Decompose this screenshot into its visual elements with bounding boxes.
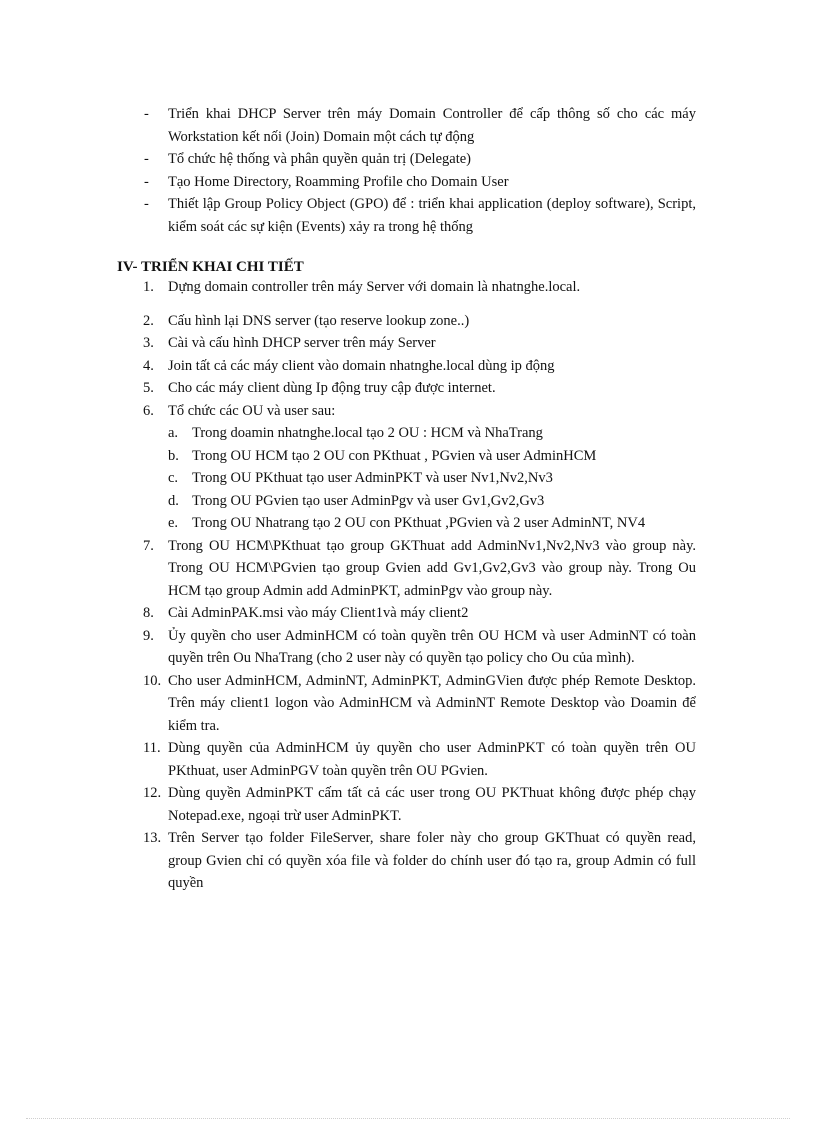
- bullet-text: Triển khai DHCP Server trên máy Domain Controller để cấp thông số cho các máy Workstation kết nối (Join) Domain một cách tự động: [168, 106, 696, 145]
- step-number: 8.: [143, 605, 154, 621]
- step-text: Dùng quyền của AdminHCM ủy quyền cho user AdminPKT có toàn quyền trên OU PKthuat, user AdminPGV toàn quyền trên OU PGvien.: [168, 740, 696, 779]
- step-item: [143, 602, 696, 625]
- feature-bullet-list: [144, 103, 696, 238]
- step-item: [143, 355, 696, 378]
- step-item: [143, 625, 696, 670]
- page-bottom-border: [26, 1118, 790, 1119]
- substep-item: [168, 467, 696, 490]
- step-item: [143, 535, 696, 603]
- bullet-dash: -: [144, 106, 149, 122]
- step-item: [143, 400, 696, 535]
- substep-item: [168, 422, 696, 445]
- bullet-text: Thiết lập Group Policy Object (GPO) để : triển khai application (deploy software), Script, kiểm soát các sự kiện (Events) xảy ra trong hệ thống: [168, 196, 696, 235]
- steps-list: [143, 276, 696, 895]
- step-number: 12.: [143, 785, 162, 801]
- step-item: [143, 377, 696, 400]
- step-number: 6.: [143, 402, 154, 419]
- step-text: Tổ chức các OU và user sau:: [168, 402, 336, 419]
- step-number: 4.: [143, 357, 154, 374]
- step-number: 7.: [143, 537, 154, 554]
- substep-text: Trong OU HCM tạo 2 OU con PKthuat , PGvien và user AdminHCM: [192, 447, 597, 464]
- substep-text: Trong OU Nhatrang tạo 2 OU con PKthuat ,PGvien và 2 user AdminNT, NV4: [192, 515, 646, 531]
- step-text: Dựng domain controller trên máy Server với domain là nhatnghe.local.: [168, 279, 581, 295]
- substep-item: [168, 512, 696, 535]
- step-number: 1.: [143, 279, 154, 295]
- substep-text: Trong doamin nhatnghe.local tạo 2 OU : HCM và NhaTrang: [192, 425, 543, 441]
- step-text: Cho user AdminHCM, AdminNT, AdminPKT, AdminGVien được phép Remote Desktop. Trên máy client1 logon vào AdminHCM và AdminNT Remote Desktop vào Doamin để kiểm tra.: [168, 672, 696, 734]
- bullet-dash: -: [144, 151, 149, 167]
- bullet-text: Tổ chức hệ thống và phân quyền quản trị (Delegate): [168, 151, 471, 167]
- substep-list: [168, 422, 696, 535]
- bullet-item: [144, 148, 696, 171]
- section-heading: IV- TRIỂN KHAI CHI TIẾT: [117, 259, 304, 275]
- step-text: Join tất cả các máy client vào domain nhatnghe.local dùng ip động: [168, 357, 555, 374]
- substep-letter: b.: [168, 447, 179, 464]
- bullet-item: [144, 193, 696, 238]
- step-number: 9.: [143, 627, 154, 644]
- step-item: [143, 310, 696, 333]
- substep-item: [168, 490, 696, 513]
- bullet-item: [144, 103, 696, 148]
- substep-item: [168, 445, 696, 468]
- step-number: 11.: [143, 740, 161, 756]
- step-text: Cho các máy client dùng Ip động truy cập được internet.: [168, 380, 496, 396]
- substep-letter: d.: [168, 492, 179, 509]
- bullet-dash: -: [144, 196, 149, 212]
- step-text: Cấu hình lại DNS server (tạo reserve lookup zone..): [168, 312, 470, 329]
- step-text: Trong OU HCM\PKthuat tạo group GKThuat add AdminNv1,Nv2,Nv3 vào group này. Trong OU HCM\PGvien tạo group Gvien add Gv1,Gv2,Gv3 vào group này. Trong Ou HCM tạo group Admin add AdminPKT, adminPgv vào group này.: [168, 537, 696, 599]
- step-item: [143, 737, 696, 782]
- step-number: 5.: [143, 380, 154, 396]
- substep-text: Trong OU PGvien tạo user AdminPgv và user Gv1,Gv2,Gv3: [192, 492, 545, 509]
- step-item: [143, 782, 696, 827]
- substep-text: Trong OU PKthuat tạo user AdminPKT và user Nv1,Nv2,Nv3: [192, 470, 553, 486]
- step-number: 3.: [143, 335, 154, 351]
- step-item: [143, 670, 696, 738]
- step-number: 2.: [143, 312, 154, 329]
- bullet-text: Tạo Home Directory, Roamming Profile cho Domain User: [168, 173, 509, 190]
- step-item: [143, 827, 696, 895]
- step-text: Ủy quyền cho user AdminHCM có toàn quyền trên OU HCM và user AdminNT có toàn quyền trên Ou NhaTrang (cho 2 user này có quyền tạo policy cho Ou của mình).: [168, 627, 696, 666]
- step-text: Trên Server tạo folder FileServer, share foler này cho group GKThuat có quyền read, group Gvien chỉ có quyền xóa file và folder do chính user đó tạo ra, group Admin có full quyền: [168, 830, 696, 891]
- step-item: [143, 276, 696, 299]
- step-number: 13.: [143, 830, 162, 846]
- step-item: [143, 332, 696, 355]
- substep-letter: c.: [168, 470, 179, 486]
- substep-letter: a.: [168, 425, 179, 441]
- substep-letter: e.: [168, 515, 179, 531]
- bullet-item: [144, 171, 696, 194]
- step-text: Dùng quyền AdminPKT cấm tất cả các user trong OU PKThuat không được phép chạy Notepad.exe, ngoại trừ user AdminPKT.: [168, 785, 696, 824]
- step-text: Cài AdminPAK.msi vào máy Client1và máy client2: [168, 605, 469, 621]
- step-number: 10.: [143, 672, 162, 689]
- step-text: Cài và cấu hình DHCP server trên máy Server: [168, 335, 436, 351]
- bullet-dash: -: [144, 173, 149, 190]
